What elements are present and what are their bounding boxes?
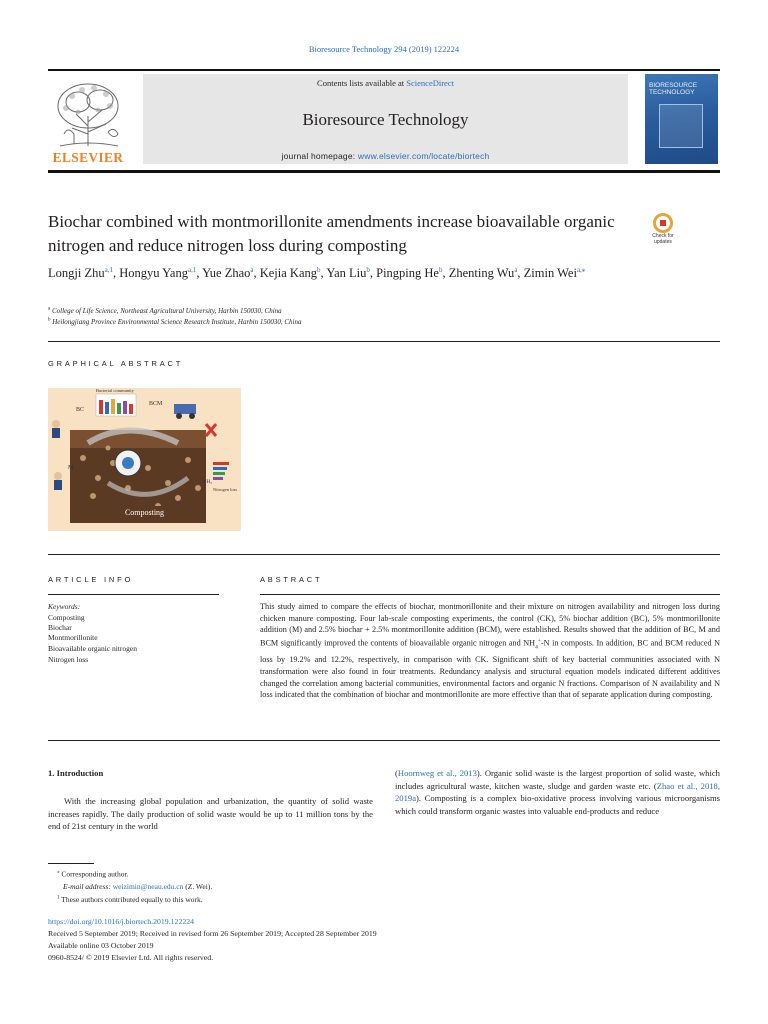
email-link[interactable]: weizimin@neau.edu.cn [112,882,184,891]
author-affiliation-marker[interactable]: b [366,265,370,274]
journal-homepage-line [143,151,628,161]
crossmark-bookmark-icon [660,220,666,226]
check-for-updates-button[interactable] [647,213,679,249]
journal-homepage-link[interactable]: www.elsevier.com/locate/biortech [357,151,490,161]
author-name[interactable]: Kejia Kang [259,266,318,280]
abstract-body [260,601,720,701]
affiliation-b-text: Heilongjiang Province Environmental Science Research Institute, Harbin 150030, China [52,318,302,326]
introduction-heading: 1. Introduction [48,768,104,778]
article-info-rule [48,594,219,595]
email-label: E-mail address: [63,882,113,891]
section-divider [48,740,720,741]
article-title: Biochar combined with montmorillonite amendments increase bioavailable organic nitrogen and reduce nitrogen loss during composting [48,212,615,255]
footnote-rule [48,863,94,864]
author-name[interactable]: Zimin Wei [523,266,577,280]
journal-name: Bioresource Technology [302,110,469,129]
ga-composting-label: Composting [124,508,165,517]
keywords-heading: Keywords: [48,602,81,611]
author-affiliation-marker[interactable]: b [317,265,321,274]
affiliation-a-text: College of Life Science, Northeast Agricultural University, Harbin 150030, China [51,307,282,315]
ga-label-nitrogen-loss: Nitrogen loss [213,487,238,492]
author-name[interactable]: Hongyu Yang [119,266,188,280]
section-divider [48,554,720,555]
author-name[interactable]: Yan Liu [326,266,367,280]
contents-line [143,78,628,88]
header-bottom-rule [48,170,720,173]
introduction-column-2: (Hoornweg et al., 2013). Organic solid waste is the largest proportion of solid waste, which includes agricultural waste, kitchen waste, sludge and garden waste etc. (Zhao et al., 2018, 2019a). Composting is a complex bio-oxidative process involving various microorganisms which could transform organic wastes into valuable end-products and reduce [395,768,721,816]
keyword-item: Composting [48,613,85,622]
intro-col2-text-a: ). Organic solid waste is the largest proportion of solid waste, which includes agricultural waste, kitchen waste, sludge and garden waste etc. ( [395,768,720,791]
header-top-rule [48,69,720,71]
abstract-rule [260,594,720,595]
corresponding-text: Corresponding author. [61,869,129,879]
elsevier-wordmark: ELSEVIER [52,150,124,165]
author-affiliation-marker[interactable]: a,⁎ [576,265,586,274]
copyright-line: 0960-8524/ © 2019 Elsevier Ltd. All rights reserved. [48,953,214,962]
footnote-email [63,882,212,891]
sciencedirect-link[interactable]: ScienceDirect [406,78,454,88]
ga-label-bcm: BCM [149,401,163,407]
journal-reference-link[interactable]: Bioresource Technology 294 (2019) 122224 [308,44,460,54]
nh4-superscript: + [537,638,541,645]
reference-link-hoornweg[interactable]: Hoornweg et al., 2013 [397,768,477,778]
keyword-item: Nitrogen loss [48,655,89,664]
homepage-prefix: journal homepage: [281,151,358,161]
cover-title: BIORESOURCE TECHNOLOGY [649,82,698,96]
section-divider [48,341,720,342]
affiliation-a-marker: a [48,306,51,312]
graphical-abstract-heading: GRAPHICAL ABSTRACT [48,359,184,368]
keyword-item: Montmorillonite [48,633,98,642]
crossmark-label: Check for updates [652,233,674,245]
abstract-text-part1: This study aimed to compare the effects of biochar, montmorillonite and their mixture on nitrogen availability and nitrogen loss during chicken manure composting. Four lab-scale composting experiments, the control (CK), 5% biochar addition (BC), 5% montmorillonite addition (M) and 2.5% biochar + 2.5% montmorillonite addition (BCM), were established. Results showed that the addition of BC, M and BCM significantly improved the contents of bioavailable organic nitrogen and NH [260,602,720,648]
available-online: Available online 03 October 2019 [48,941,154,950]
journal-cover-thumbnail[interactable] [645,74,718,164]
author-affiliation-marker[interactable]: b [438,265,443,274]
intro-col2-text-b: ). Composting is a complex bio-oxidative process involving various microorganisms which could transform organic wastes into valuable end-products and reduce [395,793,720,816]
ga-label-m: M [68,465,74,471]
affiliation-b-marker: b [48,317,51,323]
author-affiliation-marker[interactable]: a [250,265,254,274]
author-name[interactable]: Longji Zhu [48,266,105,280]
ga-label-nh3: NH₃ [203,480,212,485]
affiliation-a [48,307,282,315]
author-affiliation-marker[interactable]: a,1 [187,265,197,274]
reference-link-zhao[interactable]: Zhao et al., 2018, 2019a [395,780,721,804]
received-dates: Received 5 September 2019; Received in revised form 26 September 2019; Accepted 28 September 2019 [48,929,377,938]
author-affiliation-marker[interactable]: a [514,265,518,274]
article-info-heading: ARTICLE INFO [48,575,134,584]
affiliation-b [48,318,301,326]
introduction-column-1: With the increasing global population and urbanization, the quantity of solid waste increases rapidly. The daily production of solid waste would be up to 11 million tons by the end of 21st century in the world [48,796,373,832]
abstract-text-part2: -N in composts. In addition, BC and BCM reduced N loss by 19.2% and 12.2%, respectively, in comparison with CK. Significant shift of key bacterial communities associated with N transformation were also found in four treatments. Redundancy analysis and structural equation models indicated different additives changed the correlation among bacterial communities, environmental factors and organic N fractions. Comparison of N availability and N loss indicated that the combination of biochar and montmorillonite are more effective than that of separate application during composting. [260,638,720,700]
crossmark-icon [653,213,673,233]
author-name[interactable]: Pingping He [376,266,439,280]
ga-label-bacterial: Bacterial community [96,388,134,393]
keyword-item: Bioavailable organic nitrogen [48,644,138,653]
author-affiliation-marker[interactable]: a,1 [104,265,113,274]
author-name[interactable]: Zhenting Wu [448,266,515,280]
contents-prefix: Contents lists available at [317,78,407,88]
author-list: Longji Zhu$^{a,1}$, Hongyu Yang$^{a,1}$, Yue Zhao$^a$, Kejia Kang$^b$, Yan Liu$^b$, Pingping He$^b$, Zhenting Wu$^a$, Zimin Wei$^{a,⁎}$ [48,265,586,280]
equal-contribution-text: These authors contributed equally to this work. [61,895,203,904]
doi-link[interactable]: https://doi.org/10.1016/j.biortech.2019.122224 [48,917,195,926]
nh4-subscript: 4 [535,644,538,651]
cover-graphic [659,104,703,148]
email-suffix: (Z. Wei). [183,882,213,891]
author-name[interactable]: Yue Zhao [202,266,251,280]
abstract-heading: ABSTRACT [260,575,323,584]
footnote-corresponding: ⁎ Corresponding author. [57,869,129,879]
footnote-equal-contribution: $^1$ These authors contributed equally to this work. [57,895,203,904]
ga-label-bc: BC [76,407,85,413]
keyword-item: Biochar [48,623,72,632]
